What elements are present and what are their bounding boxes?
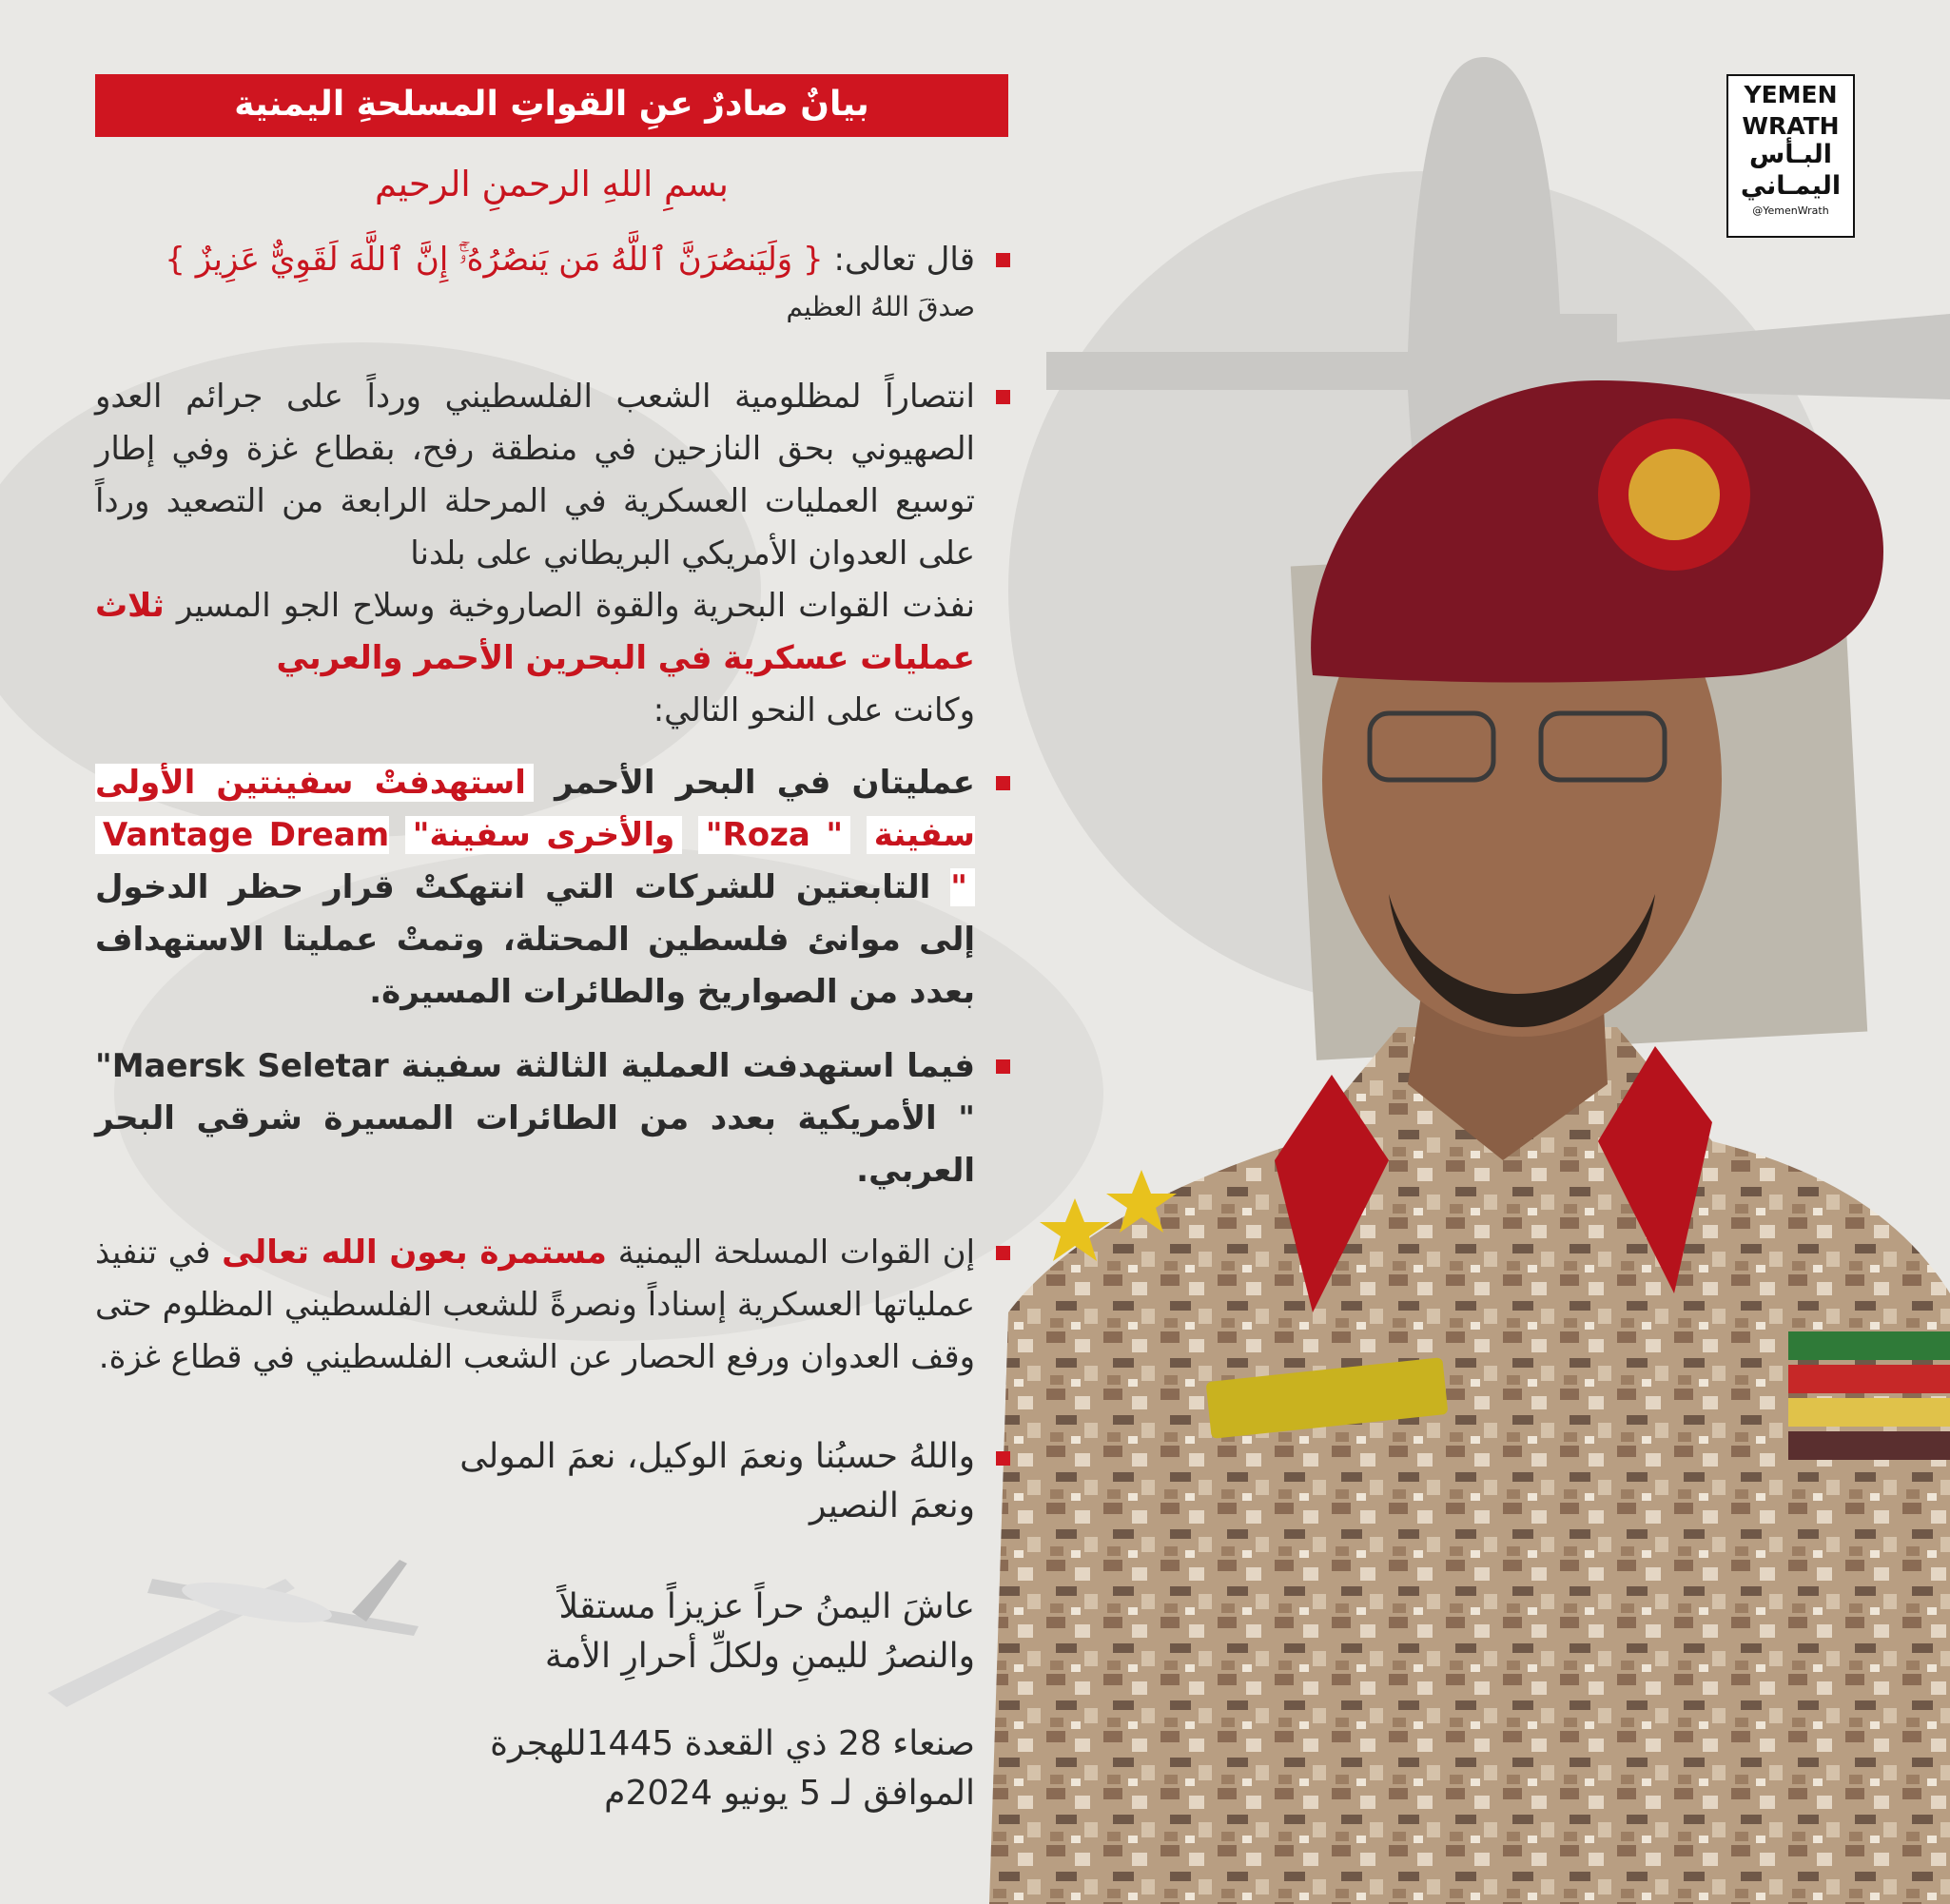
uniform xyxy=(989,1027,1950,1904)
paragraph-red-sea-tail: التابعتين للشركات التي انتهكتْ قرار حظر الدخول إلى موانئ فلسطين المحتلة، وتمتْ عمليتا الاستهداف بعدد من الصواريخ والطائرات المسيرة. xyxy=(95,868,975,1011)
date-hijri: صنعاء 28 ذي القعدة 1445للهجرة xyxy=(490,1724,975,1763)
ship-name-vantage-dream: Vantage Dream " xyxy=(95,816,975,906)
closing-prayer xyxy=(285,1432,975,1531)
closing-line-3: عاشَ اليمنُ حراً عزيزاً مستقلاً xyxy=(558,1587,975,1626)
paragraph-continuation-highlight: مستمرة بعون الله تعالى xyxy=(222,1234,607,1272)
paragraph-red-sea-operations xyxy=(95,757,975,1019)
beret xyxy=(1311,380,1883,683)
ship-name-maersk-seletar: "Maersk Seletar " xyxy=(95,1047,975,1137)
bullet-marker xyxy=(996,1246,1010,1260)
bullet-marker xyxy=(996,253,1010,267)
closing-line-4: والنصرُ لليمنِ ولكلِّ أحرارِ الأمة xyxy=(544,1637,975,1676)
closing-line-2: ونعمَ النصير xyxy=(809,1486,975,1525)
bullet-marker xyxy=(996,1059,1010,1074)
paragraph-intro-text2: نفذت القوات البحرية والقوة الصاروخية وسلاح الجو المسير xyxy=(176,587,975,625)
paragraph-red-sea-lead: عمليتان في البحر الأحمر xyxy=(555,764,975,802)
logo-ar-line1: البـأس xyxy=(1748,140,1833,169)
paragraph-continuation xyxy=(95,1227,975,1384)
beret-badge-emblem xyxy=(1628,449,1720,540)
verse-closing: صدقَ اللهُ العظيم xyxy=(786,291,975,322)
paragraph-arabian-sea-tail: الأمريكية بعدد من الطائرات المسيرة شرقي البحر العربي. xyxy=(95,1099,975,1190)
logo-handle: @YemenWrath xyxy=(1752,204,1829,217)
date-gregorian: الموافق لـ 5 يونيو 2024م xyxy=(604,1774,975,1813)
paragraph-red-sea-highlight: استهدفتْ سفينتين الأولى سفينة xyxy=(95,764,975,854)
ship-name-roza: "Roza " xyxy=(698,816,850,854)
bullet-marker xyxy=(996,390,1010,404)
paragraph-continuation-tail: في تنفيذ عملياتها العسكرية إسناداً ونصرةً للشعب الفلسطيني المظلوم حتى وقف العدوان ورفع الحصار عن الشعب الفلسطيني في قطاع غزة. xyxy=(95,1234,975,1376)
paragraph-red-sea-mid: والأخرى سفينة" xyxy=(405,816,683,854)
bullet-marker xyxy=(996,1451,1010,1466)
paragraph-intro xyxy=(95,371,975,737)
statement-date xyxy=(285,1719,975,1818)
logo-ar-line2: اليمـاني xyxy=(1740,171,1842,201)
statement-title: بيانٌ صادرٌ عنِ القواتِ المسلحةِ اليمنية xyxy=(95,74,1008,137)
yemen-wrath-logo xyxy=(1726,74,1855,238)
paragraph-arabian-sea-lead: فيما استهدفت العملية الثالثة سفينة xyxy=(400,1047,975,1085)
paragraph-intro-highlight: ثلاث عمليات عسكرية في البحرين الأحمر والعربي xyxy=(95,587,975,677)
closing-slogan xyxy=(285,1583,975,1681)
verse-text: { وَلَيَنصُرَنَّ ٱللَّهُ مَن يَنصُرُهُۥٓۚ إِنَّ ٱللَّهَ لَقَوِيٌّ عَزِيزٌ } xyxy=(165,241,824,279)
paragraph-intro-text3: وكانت على النحو التالي: xyxy=(653,691,975,729)
bullet-marker xyxy=(996,776,1010,790)
logo-en-line2: WRATH xyxy=(1742,112,1840,140)
verse-intro: قال تعالى: xyxy=(833,241,975,279)
verse-block xyxy=(95,234,975,328)
basmala: بسمِ اللهِ الرحمنِ الرحيم xyxy=(375,164,729,204)
paragraph-arabian-sea-operation xyxy=(95,1040,975,1197)
paragraph-intro-text: انتصاراً لمظلومية الشعب الفلسطيني ورداً على جرائم العدو الصهيوني بحق النازحين في منطقة رفح، بقطاع غزة وفي إطار توسيع العمليات العسكرية في المرحلة الرابعة من التصعيد ورداً على العدوان الأمريكي البريطاني على بلدنا xyxy=(95,378,975,573)
paragraph-continuation-lead: إن القوات المسلحة اليمنية xyxy=(617,1234,976,1272)
officer-portrait xyxy=(989,361,1950,1904)
closing-line-1: واللهُ حسبُنا ونعمَ الوكيل، نعمَ المولى xyxy=(459,1437,975,1476)
logo-en-line1: YEMEN xyxy=(1744,81,1838,108)
